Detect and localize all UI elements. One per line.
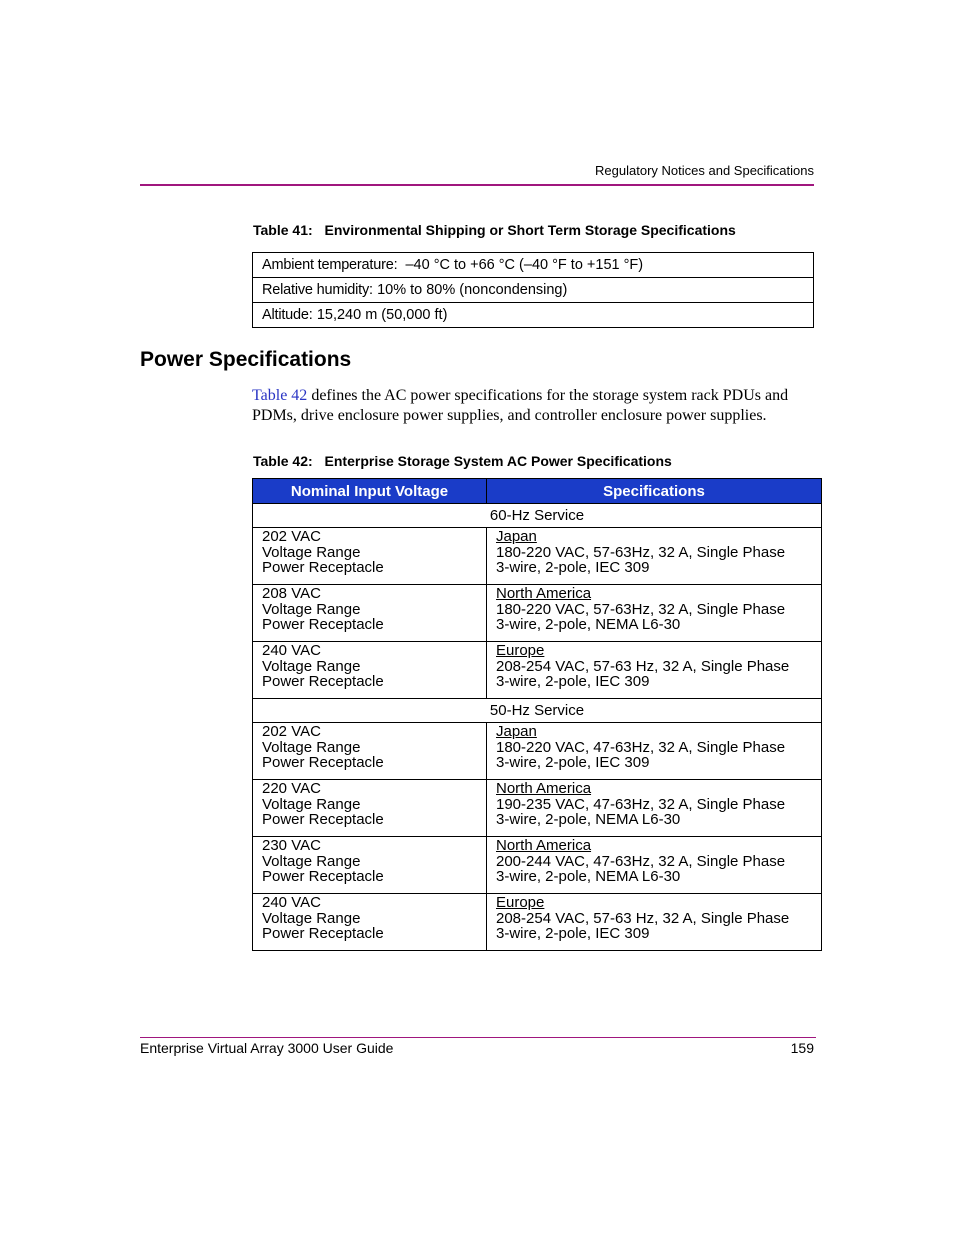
voltage-line: Voltage Range — [262, 738, 361, 756]
voltage-line: Voltage Range — [262, 657, 361, 675]
region-label: Europe — [496, 894, 545, 911]
table-header-row — [253, 479, 822, 504]
voltage-line: Power Receptacle — [262, 754, 384, 771]
table-row — [253, 723, 822, 780]
voltage-cell — [253, 642, 487, 699]
voltage-line: Power Receptacle — [262, 673, 384, 690]
spec-line: 3-wire, 2-pole, NEMA L6-30 — [496, 868, 681, 885]
spec-line: 3-wire, 2-pole, IEC 309 — [496, 925, 650, 942]
region-label: Japan — [496, 723, 537, 740]
table-row — [253, 528, 822, 585]
table-42-link[interactable]: Table 42 — [252, 387, 308, 404]
voltage-line: Power Receptacle — [262, 559, 384, 576]
voltage-line: Power Receptacle — [262, 868, 384, 885]
table-row — [253, 894, 822, 951]
page-number: 159 — [790, 1040, 814, 1056]
table-row — [253, 837, 822, 894]
region-label: North America — [496, 837, 592, 854]
spec-cell — [487, 528, 822, 585]
voltage-cell — [253, 780, 487, 837]
section-heading: Power Specifications — [140, 348, 352, 371]
service-section-label: 60-Hz Service — [253, 504, 822, 528]
table-row — [253, 780, 822, 837]
table-row — [253, 585, 822, 642]
voltage-line: Power Receptacle — [262, 616, 384, 633]
region-label: Japan — [496, 528, 537, 545]
section-row — [253, 699, 822, 723]
paragraph-text: defines the AC power specifications for the storage system rack PDUs and PDMs, drive enclosure power supplies, and controller enclosure power supplies. — [252, 387, 789, 424]
running-header: Regulatory Notices and Specifications — [595, 163, 814, 178]
spec-line: 3-wire, 2-pole, NEMA L6-30 — [496, 616, 681, 633]
spec-cell — [487, 894, 822, 951]
spec-cell — [487, 642, 822, 699]
header-divider — [140, 184, 814, 186]
spec-cell — [487, 780, 822, 837]
voltage-line: 230 VAC — [262, 837, 321, 854]
voltage-line: 240 VAC — [262, 894, 321, 911]
spec-value: : 15,240 m (50,000 ft) — [308, 307, 448, 323]
spec-cell — [487, 585, 822, 642]
intro-paragraph — [252, 386, 812, 425]
spec-label: Altitude — [262, 307, 309, 323]
table-cell — [253, 253, 814, 278]
region-label: Europe — [496, 642, 545, 659]
voltage-line: Voltage Range — [262, 543, 361, 561]
table-row — [253, 278, 814, 303]
voltage-line: 240 VAC — [262, 642, 321, 659]
voltage-line: 202 VAC — [262, 723, 321, 740]
spec-line: 3-wire, 2-pole, IEC 309 — [496, 754, 650, 771]
spec-line: 180-220 VAC, 57-63Hz, 32 A, Single Phase — [496, 600, 786, 618]
footer-doc-title: Enterprise Virtual Array 3000 User Guide — [140, 1040, 394, 1056]
spec-line: 200-244 VAC, 47-63Hz, 32 A, Single Phase — [496, 852, 786, 870]
voltage-line: 208 VAC — [262, 585, 321, 602]
spec-line: 190-235 VAC, 47-63Hz, 32 A, Single Phase — [496, 795, 786, 813]
voltage-line: 220 VAC — [262, 780, 321, 797]
voltage-line: 202 VAC — [262, 528, 321, 545]
voltage-line: Power Receptacle — [262, 925, 384, 942]
voltage-line: Voltage Range — [262, 909, 361, 927]
section-row — [253, 504, 822, 528]
spec-line: 180-220 VAC, 57-63Hz, 32 A, Single Phase — [496, 543, 786, 561]
voltage-cell — [253, 528, 487, 585]
spec-line: 3-wire, 2-pole, IEC 309 — [496, 559, 650, 576]
table-41-caption-number: Table 41: — [253, 222, 313, 238]
spec-line: 3-wire, 2-pole, IEC 309 — [496, 673, 650, 690]
spec-cell — [487, 723, 822, 780]
footer-divider — [140, 1037, 816, 1038]
column-header: Specifications — [487, 479, 822, 504]
voltage-line: Voltage Range — [262, 600, 361, 618]
table-row — [253, 253, 814, 278]
voltage-cell — [253, 837, 487, 894]
table-row — [253, 303, 814, 328]
table-cell — [253, 303, 814, 328]
spec-line: 208-254 VAC, 57-63 Hz, 32 A, Single Phase — [496, 909, 790, 927]
spec-line: 3-wire, 2-pole, NEMA L6-30 — [496, 811, 681, 828]
voltage-cell — [253, 723, 487, 780]
spec-line: 180-220 VAC, 47-63Hz, 32 A, Single Phase — [496, 738, 786, 756]
table-42-caption-text: Enterprise Storage System AC Power Specifications — [324, 453, 672, 469]
table-42-caption-number: Table 42: — [253, 453, 313, 469]
spec-label: Relative humidity — [262, 282, 370, 298]
table-row — [253, 642, 822, 699]
region-label: North America — [496, 780, 592, 797]
voltage-cell — [253, 894, 487, 951]
spec-value: : 10% to 80% (noncondensing) — [369, 282, 568, 298]
table-41-caption — [253, 222, 736, 238]
column-header: Nominal Input Voltage — [253, 479, 487, 504]
table-cell — [253, 278, 814, 303]
ac-power-spec-table — [252, 478, 822, 951]
voltage-line: Power Receptacle — [262, 811, 384, 828]
spec-cell — [487, 837, 822, 894]
region-label: North America — [496, 585, 592, 602]
environmental-spec-table — [252, 252, 814, 328]
spec-line: 208-254 VAC, 57-63 Hz, 32 A, Single Phase — [496, 657, 790, 675]
spec-label: Ambient temperature: — [262, 257, 398, 273]
voltage-line: Voltage Range — [262, 852, 361, 870]
voltage-cell — [253, 585, 487, 642]
table-41-caption-text: Environmental Shipping or Short Term Storage Specifications — [324, 222, 736, 238]
table-42-caption — [253, 453, 672, 469]
service-section-label: 50-Hz Service — [253, 699, 822, 723]
spec-value: –40 °C to +66 °C (–40 °F to +151 °F) — [397, 257, 644, 273]
voltage-line: Voltage Range — [262, 795, 361, 813]
